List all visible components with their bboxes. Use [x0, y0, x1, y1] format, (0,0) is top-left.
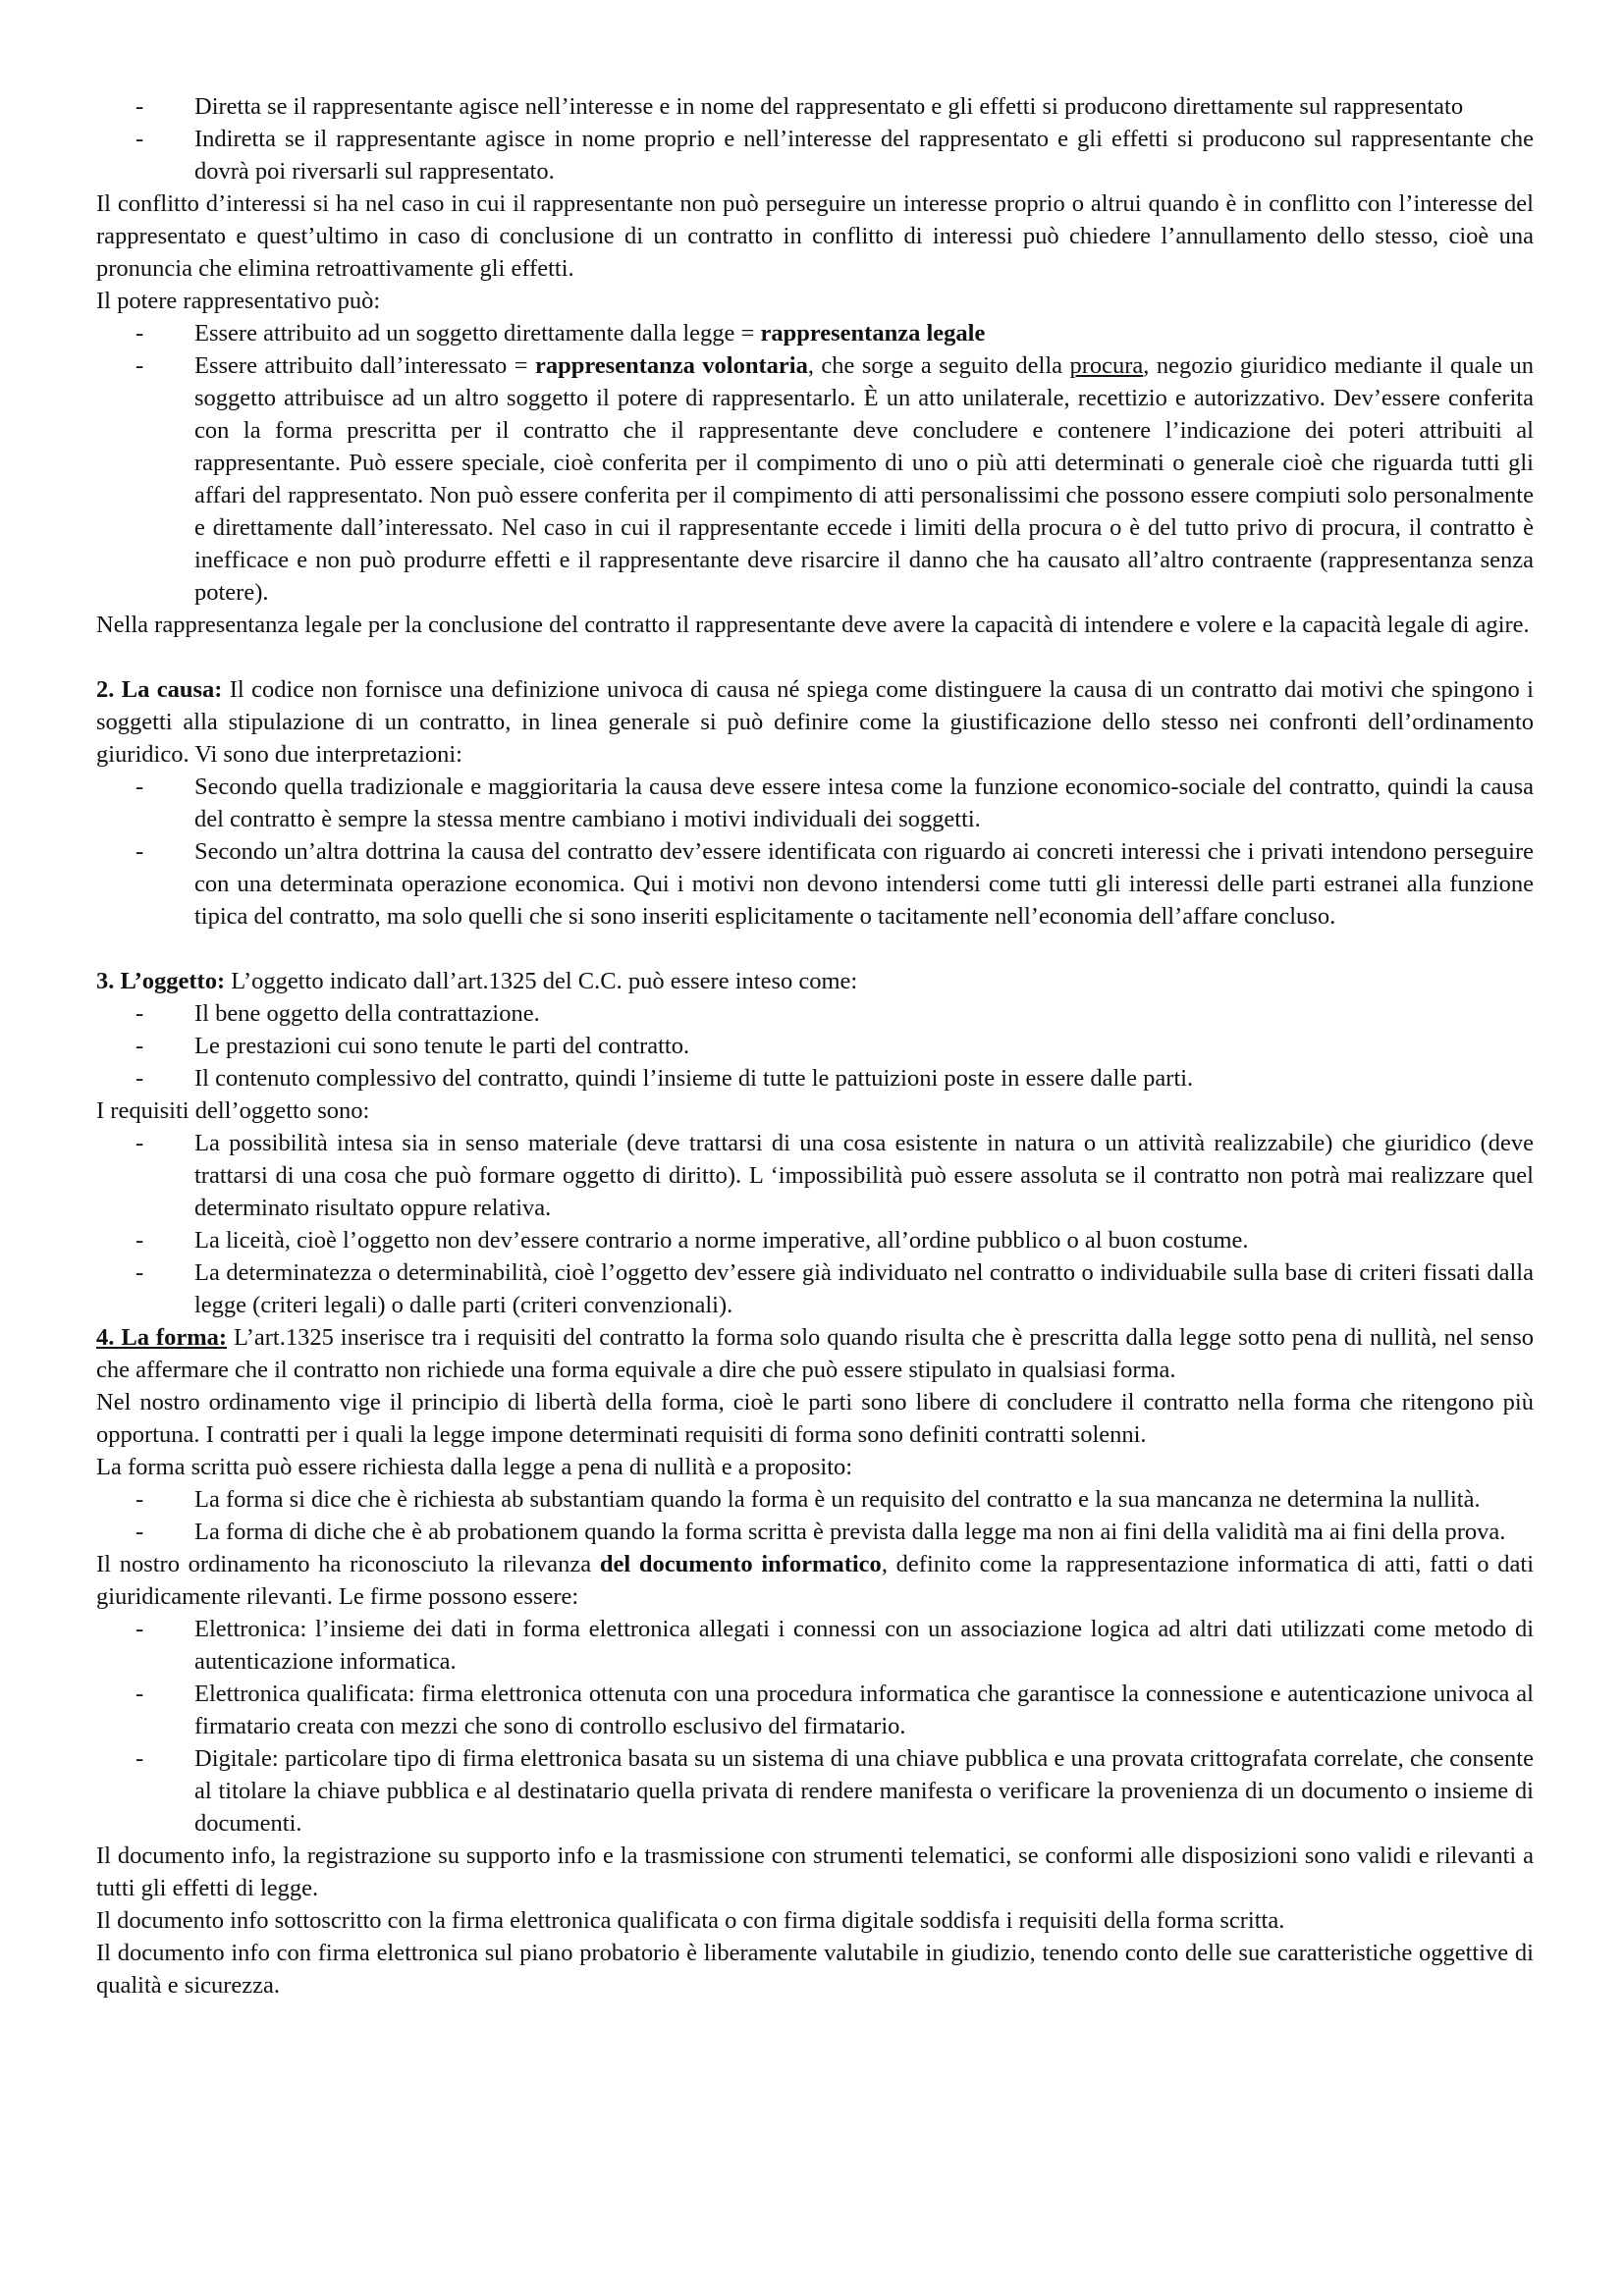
requisiti-list: [96, 1127, 1534, 1321]
list-item: [96, 317, 1534, 349]
documento-paragraph: [96, 1548, 1534, 1613]
conflitto-paragraph: Il conflitto d’interessi si ha nel caso in cui il rappresentante non può perseguire un interesse proprio o altrui quando è in conflitto con l’interesse del rappresentato e quest’ultimo in caso di conclusione di un contratto in conflitto di interessi può chiedere l’annullamento dello stesso, cioè una pronuncia che elimina retroattivamente gli effetti.: [96, 190, 1534, 282]
oggetto-paragraph: [96, 965, 1534, 997]
list-item: - Il bene oggetto della contrattazione.: [96, 997, 1534, 1030]
page-content: [96, 90, 1534, 2002]
text-span: , che sorge a seguito della: [807, 352, 1070, 379]
liberta-paragraph: Nel nostro ordinamento vige il principio di libertà della forma, cioè le parti sono libere di concludere il contratto nella forma che ritengono più opportuna. I contratti per i quali la legge impone determinati requisiti di forma sono definiti contratti solenni.: [96, 1389, 1534, 1448]
text-span: L’art.1325 inserisce tra i requisiti del contratto la forma solo quando risulta che è prescritta dalla legge sotto pena di nullità, nel senso che affermare che il contratto non richiede una forma equivale a dire che può essere stipulato in qualsiasi forma.: [96, 1324, 1534, 1383]
scritta-list: [96, 1483, 1534, 1548]
list-item: - Digitale: particolare tipo di firma elettronica basata su un sistema di una chiave pubblica e una provata crittografata correlate, che consente al titolare la chiave pubblica e al destinatario quella privata di rendere manifesta o verificare la provenienza di un documento o insieme di documenti.: [96, 1742, 1534, 1840]
text-span: , negozio giuridico mediante il quale un soggetto attribuisce ad un altro soggetto il potere di rappresentarlo. È un atto unilaterale, recettizio e autorizzativo. Dev’essere conferita con la forma prescritta per il contratto che il rappresentante deve concludere e contenere l’indicazione dei poteri attribuiti al rappresentante. Può essere speciale, cioè conferita per il compimento di uno o più atti determinati o generale cioè che riguarda tutti gli affari del rappresentato. Non può essere conferita per il compimento di atti personalissimi che possono essere compiuti solo personalmente e direttamente dall’interessato. Nel caso in cui il rappresentante eccede i limiti della procura o è del tutto privo di procura, il contratto è inefficace e non può produrre effetti e il rappresentante deve risarcire il danno che ha causato all’altro contraente (rappresentanza senza potere).: [194, 352, 1534, 606]
text-span: , definito come la rappresentazione informatica di atti, fatti o dati giuridicamente rilevanti. Le firme possono essere:: [96, 1551, 1535, 1610]
section-heading: [96, 1324, 227, 1351]
legale-paragraph: Nella rappresentanza legale per la conclusione del contratto il rappresentante deve avere la capacità di intendere e volere e la capacità legale di agire.: [96, 612, 1530, 638]
list-item: - La possibilità intesa sia in senso materiale (deve trattarsi di una cosa esistente in natura o un attività realizzabile) che giuridico (deve trattarsi di una cosa che può formare oggetto di diritto). L ‘impossibilità può essere assoluta se il contratto non potrà mai realizzare quel determinato risultato oppure relativa.: [96, 1127, 1534, 1224]
causa-list: [96, 771, 1534, 933]
section-heading: 2. La causa:: [96, 676, 223, 703]
underlined-term: procura: [1069, 352, 1144, 379]
list-item: - Le prestazioni cui sono tenute le parti del contratto.: [96, 1030, 1534, 1062]
list-item: - Elettronica: l’insieme dei dati in forma elettronica allegati i connessi con un associazione logica ad altri dati utilizzati come metodo di autenticazione informatica.: [96, 1613, 1534, 1678]
firme-list: [96, 1613, 1534, 1840]
list-item: [96, 349, 1534, 609]
list-item: - Secondo quella tradizionale e maggioritaria la causa deve essere intesa come la funzione economico-sociale del contratto, quindi la causa del contratto è sempre la stessa mentre cambiano i motivi individuali dei soggetti.: [96, 771, 1534, 835]
underlined-heading: 4. La forma:: [96, 1324, 228, 1351]
list-item: - Indiretta se il rappresentante agisce in nome proprio e nell’interesse del rappresentato e gli effetti si producono sul rappresentante che dovrà poi riversarli sul rappresentato.: [96, 123, 1534, 187]
section-gap: [96, 641, 1534, 673]
oggetto-list: [96, 997, 1534, 1095]
requisiti-intro: I requisiti dell’oggetto sono:: [96, 1097, 370, 1124]
scritta-intro: La forma scritta può essere richiesta dalla legge a pena di nullità e a proposito:: [96, 1454, 853, 1480]
forma-paragraph: [96, 1321, 1534, 1386]
rappresentanza-types-list: [96, 90, 1534, 187]
causa-paragraph: [96, 673, 1534, 771]
bold-term: del documento informatico: [599, 1551, 882, 1577]
text-span: Il nostro ordinamento ha riconosciuto la rilevanza: [96, 1551, 600, 1577]
potere-list: [96, 317, 1534, 609]
closing-paragraph: Il documento info, la registrazione su supporto info e la trasmissione con strumenti telematici, se conformi alle disposizioni sono validi e rilevanti a tutti gli effetti di legge.: [96, 1842, 1534, 1901]
list-item: - La forma si dice che è richiesta ab substantiam quando la forma è un requisito del contratto e la sua mancanza ne determina la nullità.: [96, 1483, 1534, 1516]
text-span: L’oggetto indicato dall’art.1325 del C.C. può essere inteso come:: [225, 968, 858, 994]
closing-paragraph: Il documento info sottoscritto con la firma elettronica qualificata o con firma digitale soddisfa i requisiti della forma scritta.: [96, 1907, 1285, 1934]
list-item: - La forma di diche che è ab probationem quando la forma scritta è prevista dalla legge ma non ai fini della validità ma ai fini della prova.: [96, 1516, 1534, 1548]
text-span: Il codice non fornisce una definizione univoca di causa né spiega come distinguere la causa di un contratto dai motivi che spingono i soggetti alla stipulazione di un contratto, in linea generale si può definire come la giustificazione dello stesso nei confronti dell’ordinamento giuridico. Vi sono due interpretazioni:: [96, 676, 1534, 768]
closing-paragraph: Il documento info con firma elettronica sul piano probatorio è liberamente valutabile in giudizio, tenendo conto delle sue caratteristiche oggettive di qualità e sicurezza.: [96, 1940, 1534, 1999]
section-gap: [96, 933, 1534, 965]
bold-term: rappresentanza volontaria: [534, 352, 808, 379]
text-span: Essere attribuito ad un soggetto direttamente dalla legge =: [194, 320, 761, 347]
list-item: - La determinatezza o determinabilità, cioè l’oggetto dev’essere già individuato nel contratto o individuabile sulla base di criteri fissati dalla legge (criteri legali) o dalle parti (criteri convenzionali).: [96, 1256, 1534, 1321]
list-item: - Elettronica qualificata: firma elettronica ottenuta con una procedura informatica che garantisce la connessione e autenticazione univoca al firmatario creata con mezzi che sono di controllo esclusivo del firmatario.: [96, 1678, 1534, 1742]
list-item: - La liceità, cioè l’oggetto non dev’essere contrario a norme imperative, all’ordine pubblico o al buon costume.: [96, 1224, 1534, 1256]
text-span: Essere attribuito dall’interessato =: [194, 352, 535, 379]
section-heading: 3. L’oggetto:: [96, 968, 226, 994]
list-item: - Secondo un’altra dottrina la causa del contratto dev’essere identificata con riguardo ai concreti interessi che i privati intendono perseguire con una determinata operazione economica. Qui i motivi non devono intendersi come tutti gli interessi delle parti estranei alla funzione tipica del contratto, ma solo quelli che si sono inseriti esplicitamente o tacitamente nell’economia dell’affare concluso.: [96, 835, 1534, 933]
list-item: - Diretta se il rappresentante agisce nell’interesse e in nome del rappresentato e gli effetti si producono direttamente sul rappresentato: [96, 90, 1534, 123]
list-item: - Il contenuto complessivo del contratto, quindi l’insieme di tutte le pattuizioni poste in essere dalle parti.: [96, 1062, 1534, 1095]
bold-term: rappresentanza legale: [760, 320, 986, 347]
potere-intro: Il potere rappresentativo può:: [96, 288, 381, 314]
